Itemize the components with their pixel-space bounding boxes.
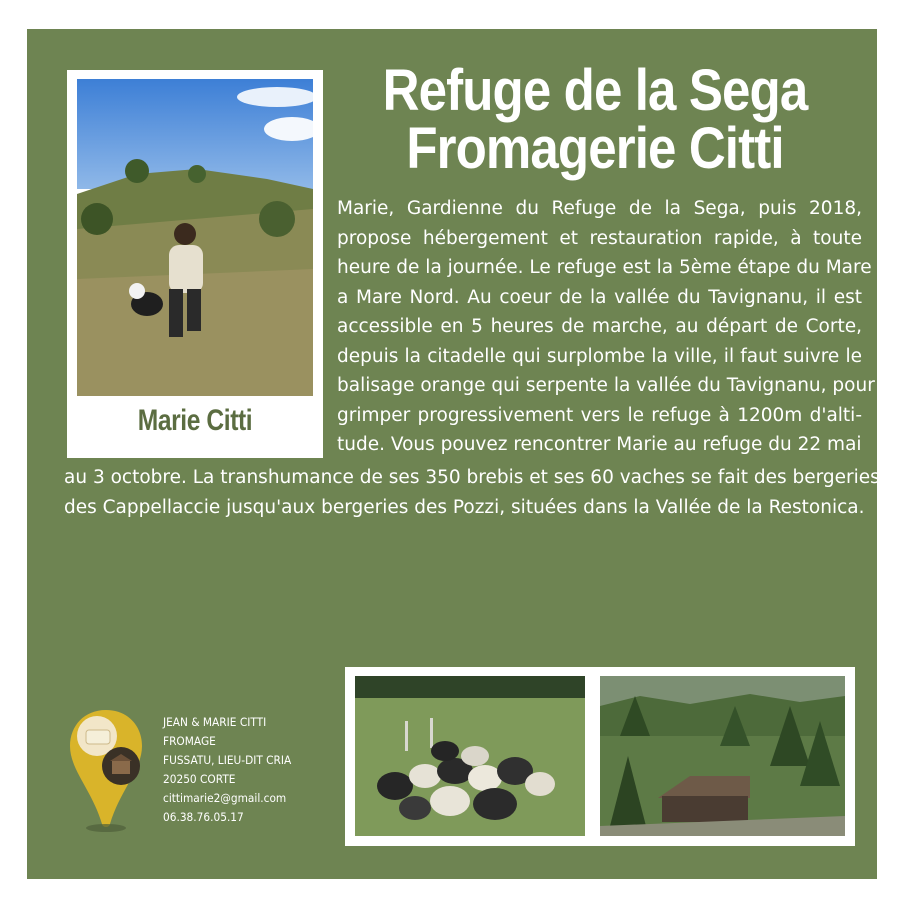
description-line: heure de la journée. Le refuge est la 5ème étape du Mare bbox=[337, 257, 872, 278]
description-line: au 3 octobre. La transhumance de ses 350 brebis et ses 60 vaches se fait des bergeries bbox=[64, 467, 880, 488]
contact-city: 20250 CORTE bbox=[163, 772, 236, 786]
description-line: des Cappellaccie jusqu'aux bergeries des Pozzi, situées dans la Vallée de la Restonica. bbox=[64, 496, 865, 518]
description-line: tude. Vous pouvez rencontrer Marie au refuge du 22 mai bbox=[337, 434, 862, 455]
title-line-2: Fromagerie Citti bbox=[406, 116, 784, 181]
contact-info bbox=[163, 713, 291, 827]
description-line: a Mare Nord. Au coeur de la vallée du Tavignanu, il est bbox=[337, 286, 862, 308]
portrait-card bbox=[67, 70, 323, 458]
description-line: accessible en 5 heures de marche, au départ de Corte, bbox=[337, 316, 862, 337]
contact-phone[interactable]: 06.38.76.05.17 bbox=[163, 810, 244, 824]
description-line: Marie, Gardienne du Refuge de la Sega, puis 2018, bbox=[337, 198, 862, 219]
photo-strip bbox=[345, 667, 855, 846]
contact-name: JEAN & MARIE CITTI bbox=[163, 715, 267, 729]
description-paragraph-bottom bbox=[64, 463, 880, 522]
location-pin-icon bbox=[66, 706, 146, 834]
portrait-photo bbox=[77, 79, 313, 396]
description-line: depuis la citadelle qui surplombe la ville, il faut suivre le bbox=[337, 345, 862, 367]
title-line-1: Refuge de la Sega bbox=[382, 58, 808, 123]
portrait-caption: Marie Citti bbox=[137, 404, 253, 437]
contact-email[interactable]: cittimarie2@gmail.com bbox=[163, 791, 287, 805]
sheep-photo bbox=[355, 676, 585, 836]
page-title bbox=[362, 58, 828, 181]
contact-business: FROMAGE bbox=[163, 734, 216, 748]
description-line: balisage orange qui serpente la vallée du Tavignanu, pour bbox=[337, 375, 875, 396]
refuge-hut-photo bbox=[600, 676, 845, 836]
portrait-photo-illustration bbox=[77, 79, 313, 396]
description-line: propose hébergement et restauration rapide, à toute bbox=[337, 227, 862, 249]
contact-address: FUSSATU, LIEU-DIT CRIA bbox=[163, 753, 292, 767]
description-line: grimper progressivement vers le refuge à 1200m d'alti- bbox=[337, 404, 862, 426]
description-paragraph-top bbox=[337, 194, 875, 460]
